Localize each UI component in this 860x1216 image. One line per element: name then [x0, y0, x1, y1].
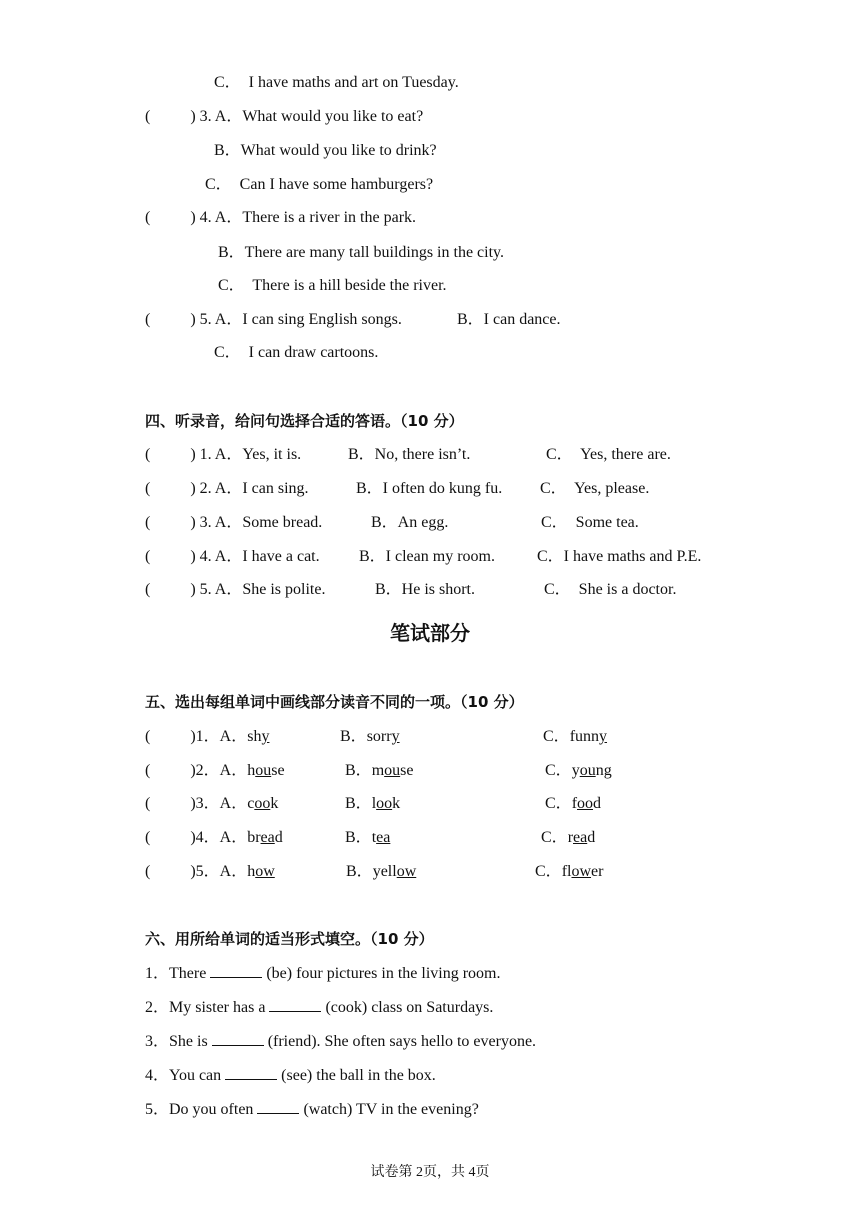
- answer-blank[interactable]: [225, 1065, 277, 1080]
- part4-q3-c: C． Some tea.: [541, 514, 639, 531]
- answer-blank[interactable]: [257, 1099, 299, 1114]
- answer-blank[interactable]: [210, 963, 262, 978]
- part4-q2-b: B．I often do kung fu.: [356, 480, 503, 497]
- part4-q5-a: ( ) 5. A．She is polite.: [145, 581, 326, 598]
- part4-q4-a: ( ) 4. A．I have a cat.: [145, 548, 320, 565]
- part6-item-5: 5．Do you often (watch) TV in the evening?: [145, 1101, 479, 1118]
- q4-option-c: C． There is a hill beside the river.: [218, 277, 447, 294]
- answer-blank[interactable]: [269, 997, 321, 1012]
- part6-item-4: 4．You can (see) the ball in the box.: [145, 1067, 436, 1084]
- part4-heading: 四、听录音，给问句选择合适的答语。（10 分）: [145, 412, 464, 430]
- q5-option-a: ( ) 5. A．I can sing English songs.: [145, 311, 402, 328]
- part5-q1: ( )1．A．shy: [145, 728, 270, 745]
- part5-q3: ( )3．A．cook: [145, 795, 279, 812]
- part5-q5: ( )5．A．how: [145, 863, 275, 880]
- q5-option-c: C． I can draw cartoons.: [214, 344, 379, 361]
- part4-q4-b: B．I clean my room.: [359, 548, 495, 565]
- part5-q2-b: B．mouse: [345, 762, 414, 779]
- part6-heading: 六、用所给单词的适当形式填空。（10 分）: [145, 930, 434, 948]
- part5-q2-c: C．young: [545, 762, 612, 779]
- page-footer: 试卷第 2页，共 4页: [370, 1165, 490, 1180]
- q5-option-b: B．I can dance.: [457, 311, 561, 328]
- part6-item-2: 2．My sister has a (cook) class on Saturdays.: [145, 999, 494, 1016]
- q4-option-b: B．There are many tall buildings in the city.: [218, 244, 505, 261]
- part5-q4: ( )4．A．bread: [145, 829, 283, 846]
- part4-q3-b: B．An egg.: [371, 514, 449, 531]
- part5-q5-b: B．yellow: [346, 863, 417, 880]
- q3-option-b: B．What would you like to drink?: [214, 142, 437, 159]
- part6-item-1: 1．There (be) four pictures in the living room.: [145, 965, 501, 982]
- part5-q5-c: C．flower: [535, 863, 604, 880]
- part5-q1-c: C．funny: [543, 728, 608, 745]
- part5-q1-b: B．sorry: [340, 728, 400, 745]
- part4-q2-c: C． Yes, please.: [540, 480, 650, 497]
- part6-item-3: 3．She is (friend). She often says hello to everyone.: [145, 1033, 537, 1050]
- q3-option-a: ( ) 3. A．What would you like to eat?: [145, 108, 424, 125]
- part5-heading: 五、选出每组单词中画线部分读音不同的一项。（10 分）: [145, 693, 524, 711]
- part4-q5-c: C． She is a doctor.: [544, 581, 677, 598]
- q2-option-c: C． I have maths and art on Tuesday.: [214, 74, 459, 91]
- part5-q3-c: C．food: [545, 795, 602, 812]
- answer-blank[interactable]: [212, 1031, 264, 1046]
- part4-q1-a: ( ) 1. A．Yes, it is.: [145, 446, 302, 463]
- part4-q4-c: C．I have maths and P.E.: [537, 548, 702, 565]
- part4-q3-a: ( ) 3. A．Some bread.: [145, 514, 323, 531]
- written-section-title: 笔试部分: [390, 621, 470, 645]
- part5-q3-b: B．look: [345, 795, 401, 812]
- part4-q5-b: B．He is short.: [375, 581, 476, 598]
- part5-q4-b: B．tea: [345, 829, 391, 846]
- part4-q1-c: C． Yes, there are.: [546, 446, 671, 463]
- part5-q4-c: C．read: [541, 829, 596, 846]
- part4-q2-a: ( ) 2. A．I can sing.: [145, 480, 309, 497]
- q4-option-a: ( ) 4. A．There is a river in the park.: [145, 209, 417, 226]
- part4-q1-b: B．No, there isn’t.: [348, 446, 471, 463]
- part5-q2: ( )2．A．house: [145, 762, 285, 779]
- q3-option-c: C． Can I have some hamburgers?: [205, 176, 434, 193]
